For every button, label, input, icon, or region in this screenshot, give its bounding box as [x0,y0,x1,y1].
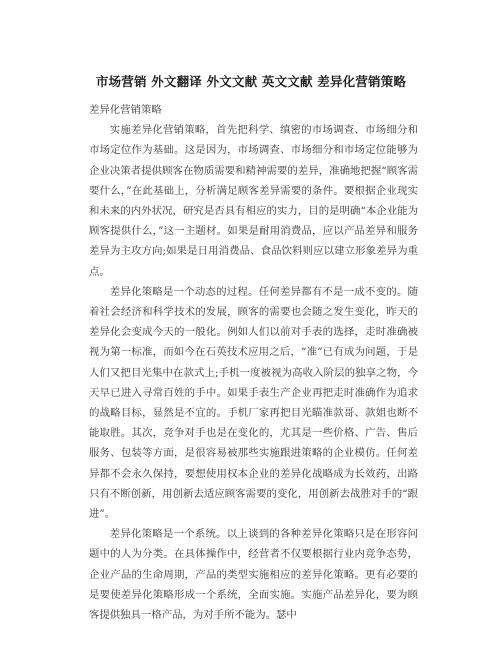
paragraph-2: 差异化策略是一个动态的过程。任何差异都有不是一成不变的。随着社会经济和科学技术的发展，顾客的需要也会随之发生变化，昨天的差异化会变成今天的一般化。例如人们以前对手表的选择，走时准确被视为第一标准，而如今在石英技术应用之后，“准”已有成为问题，于是人们又把目光集中在款式上;手机一度被视为高收入阶层的独享之物，今天早已进入寻常百姓的手中。如果手表生产企业再把走时准确作为追求的战略目标，显然是不宜的。手机厂家再把目光瞄准款哥、款姐也断不能取胜。其次，竞争对手也是在变化的，尤其是一些价格、广告、售后服务、包装等方面，是很容易被那些实施跟进策略的企业模仿。任何差异都不会永久保持，要想使用权本企业的差异化战略成为长效药，出路只有不断创新，用创新去适应顾客需要的变化，用创新去战胜对手的“跟进”。 [89,285,418,521]
document-title: 市场营销 外文翻译 外文文献 英文文献 差异化营销策略 [95,74,407,89]
section-heading: 差异化营销策略 [89,104,162,116]
document-body [89,100,418,625]
paragraph-1: 实施差异化营销策略，首先把科学、缜密的市场调查、市场细分和市场定位作为基础。这是因为，市场调查、市场细分和市场定位能够为企业决策者提供顾客在物质需要和精神需要的差异，准确地把握“顾客需要什么，”在此基础上，分析满足顾客差异需要的条件。要根据企业现实和未来的内外状况，研究是否具有相应的实力，目的是明确“本企业能为顾客提供什么，”这一主题材。如果是耐用消费品，应以产品差异和服务差异为主攻方向;如果是日用消费品、食品饮料则应以建立形象差异为重点。 [89,124,418,278]
paragraph-3: 差异化策略是一个系统。以上谈到的各种差异化策略只是在形容问题中的人为分类。在具体操作中，经营者不仅要根据行业内竞争态势，企业产品的生命周期，产品的类型实施相应的差异化策略。更有必要的是要使差异化策略形成一个系统，全面实施。实施产品差异化，要为顾客提供独具一格产品，为对手所不能为。瑟中 [89,528,418,622]
